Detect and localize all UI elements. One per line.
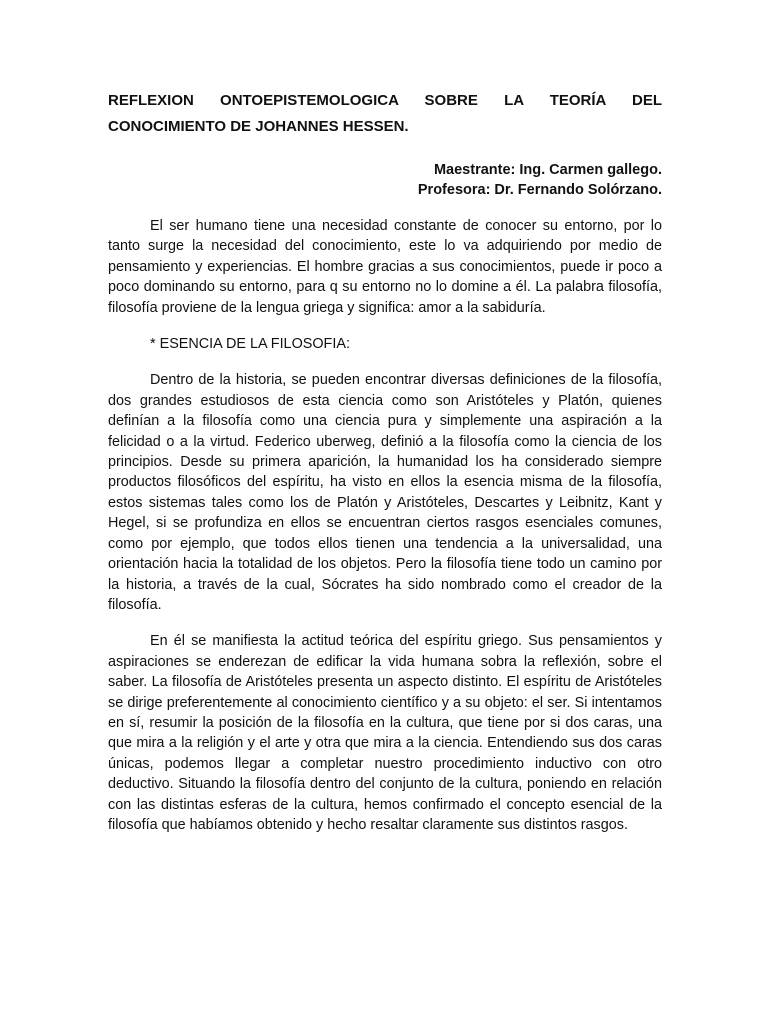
document-page: [108, 88, 662, 835]
author-professor: Profesora: Dr. Fernando Solórzano.: [417, 182, 662, 198]
title-line-2: CONOCIMIENTO DE JOHANNES HESSEN.: [108, 118, 409, 135]
paragraph-socrates: En él se manifiesta la actitud teórica del espíritu griego. Sus pensamientos y aspiraciones se enderezan de edificar la vida humana sobra la reflexión, sobre el saber. La filosofía de Aristóteles presenta un aspecto distinto. El espíritu de Aristóteles se dirige preferentemente al conocimiento científico y a su objeto: el ser. Si intentamos en sí, resumir la posición de la filosofía en la cultura, que tiene por si dos caras, una que mira a la religión y el arte y otra que mira a la ciencia. Entendiendo sus dos caras únicas, podemos llegar a completar nuestro procedimiento inductivo con otro deductivo. Situando la filosofía dentro del conjunto de la cultura, poniendo en relación con las distintas esferas de la cultura, hemos confirmado el concepto esencial de la filosofía que habíamos obtenido y hecho resaltar claramente sus distintos rasgos.: [108, 633, 662, 833]
paragraph-intro: El ser humano tiene una necesidad constante de conocer su entorno, por lo tanto surge la necesidad del conocimiento, este lo va adquiriendo por medio de pensamiento y experiencias. El hombre gracias a sus conocimientos, puede ir poco a poco dominando su entorno, para q su entorno no lo domine a él. La palabra filosofía, filosofía proviene de la lengua griega y significa: amor a la sabiduría.: [108, 218, 662, 316]
title-line-1: REFLEXION ONTOEPISTEMOLOGICA SOBRE LA TEORÍA DEL: [108, 92, 662, 109]
paragraph-history: Dentro de la historia, se pueden encontrar diversas definiciones de la filosofía, dos grandes estudiosos de esta ciencia como son Aristóteles y Platón, quienes definían a la filosofía como una ciencia pura y simplemente una aspiración a la felicidad o a la virtud. Federico uberweg, definió a la filosofía como la ciencia de los principios. Desde su primera aparición, la humanidad los ha considerado siempre productos filosóficos del espíritu, ha visto en ellos la esencia misma de la filosofía, estos sistemas tales como los de Platón y Aristóteles, Descartes y Leibnitz, Kant y Hegel, si se profundiza en ellos se encuentran ciertos rasgos esenciales comunes, como por ejemplo, que todos ellos tienen una tendencia a la universalidad, una orientación hacia la totalidad de los objetos. Pero la filosofía tiene todo un camino por la historia, a través de la cual, Sócrates ha sido nombrado como el creador de la filosofía.: [108, 372, 662, 613]
section-heading: * ESENCIA DE LA FILOSOFIA:: [150, 336, 350, 353]
author-block: [108, 160, 662, 200]
document-title: [108, 88, 662, 140]
author-student: Maestrante: Ing. Carmen gallego.: [433, 162, 662, 178]
